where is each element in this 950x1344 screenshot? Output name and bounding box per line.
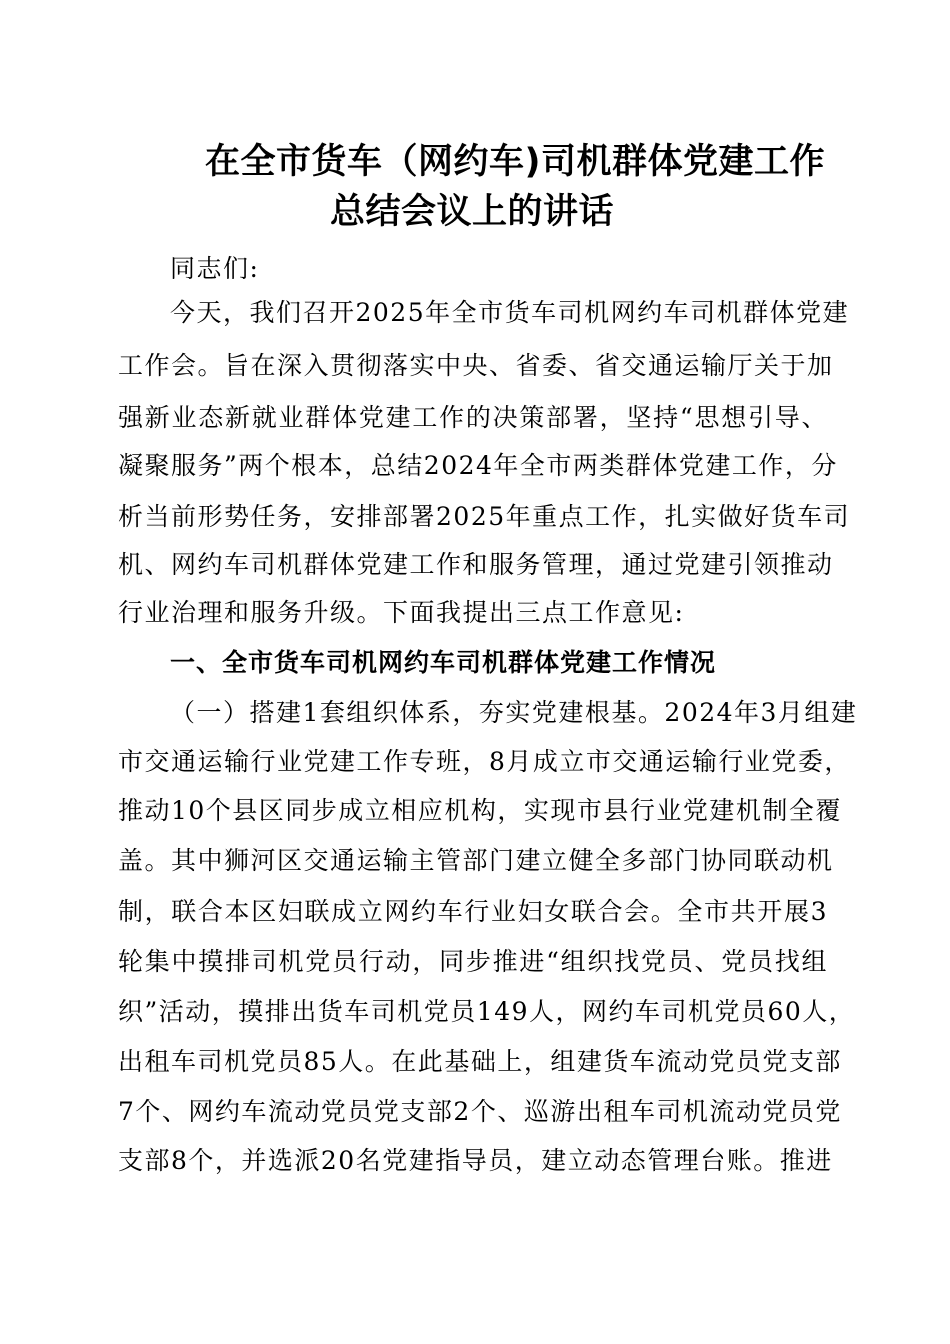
section-heading-1: 一、全市货车司机网约车司机群体党建工作情况 <box>170 648 717 677</box>
paragraph-2-line: 出租车司机党员85人。在此基础上，组建货车流动党员党支部 <box>118 1047 842 1076</box>
paragraph-1-line: 今天，我们召开2025年全市货车司机网约车司机群体党建 <box>170 298 850 327</box>
paragraph-2-line: 轮集中摸排司机党员行动，同步推进“组织找党员、党员找组 <box>118 947 828 976</box>
paragraph-1-line: 强新业态新就业群体党建工作的决策部署，坚持“思想引导、 <box>118 403 828 432</box>
paragraph-2-line: （一）搭建1套组织体系，夯实党建根基。2024年3月组建 <box>170 698 858 727</box>
paragraph-1-line: 凝聚服务”两个根本，总结2024年全市两类群体党建工作，分 <box>118 451 838 480</box>
paragraph-2-line: 织”活动，摸排出货车司机党员149人，网约车司机党员60人， <box>118 997 856 1026</box>
paragraph-2-line: 市交通运输行业党建工作专班，8月成立市交通运输行业党委， <box>118 747 851 776</box>
paragraph-1-line: 机、网约车司机群体党建工作和服务管理，通过党建引领推动 <box>118 550 834 579</box>
paragraph-2-line: 推动10个县区同步成立相应机构，实现市县行业党建机制全覆 <box>118 796 842 825</box>
paragraph-1-line: 工作会。旨在深入贯彻落实中央、省委、省交通运输厅关于加 <box>118 351 834 380</box>
paragraph-2-line: 盖。其中狮河区交通运输主管部门建立健全多部门协同联动机 <box>118 846 834 875</box>
document-title-line-1: 在全市货车（网约车)司机群体党建工作 <box>205 142 825 182</box>
paragraph-2-line: 7个、网约车流动党员党支部2个、巡游出租车司机流动党员党 <box>118 1097 842 1126</box>
paragraph-2-line: 支部8个，并选派20名党建指导员，建立动态管理台账。推进 <box>118 1146 833 1175</box>
paragraph-2-line: 制，联合本区妇联成立网约车行业妇女联合会。全市共开展3 <box>118 897 828 926</box>
paragraph-1-line: 行业治理和服务升级。下面我提出三点工作意见: <box>118 598 685 627</box>
paragraph-1-line: 析当前形势任务，安排部署2025年重点工作，扎实做好货车司 <box>118 502 851 531</box>
salutation: 同志们: <box>170 254 260 283</box>
document-title-line-2: 总结会议上的讲话 <box>330 192 615 232</box>
